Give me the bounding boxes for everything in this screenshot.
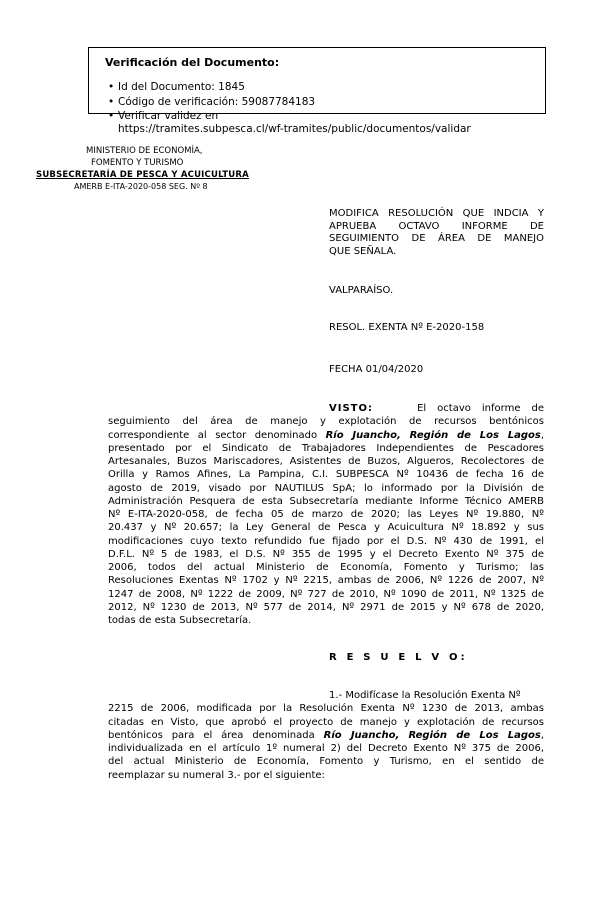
visto-line bbox=[108, 402, 544, 415]
point1-line: 2215 de 2006, modificada por la Resolución Exenta Nº 1230 de 2013, ambas bbox=[108, 703, 544, 715]
title-line: QUE SEÑALA. bbox=[329, 245, 397, 257]
visto-line: D.F.L. Nº 5 de 1983, el D.S. Nº 355 de 1995 y el Decreto Exento Nº 375 de bbox=[108, 548, 544, 560]
visto-line: Resoluciones Exentas Nº 1702 y Nº 2215, ambas de 2006, Nº 1226 de 2007, Nº bbox=[108, 575, 544, 587]
visto-line: Administración Pesquera de esta Subsecretaría mediante Informe Técnico AMERB bbox=[108, 495, 544, 507]
point1-text: , bbox=[540, 729, 545, 741]
place: VALPARAÍSO. bbox=[329, 285, 394, 296]
visto-line: Artesanales, Buzos Mariscadores, Asistentes de Buzos, Algueros, Recolectores de bbox=[108, 456, 544, 467]
visto-text: El octavo informe de bbox=[417, 403, 544, 414]
visto-line: modificaciones cuyo texto refundido fue fijado por el D.S. Nº 430 de 1991, el bbox=[108, 535, 544, 547]
subsecretaria-title: SUBSECRETARÍA DE PESCA Y ACUICULTURA bbox=[36, 170, 249, 180]
area-name: Río Juancho, Región de Los Lagos bbox=[323, 729, 541, 741]
visto-line: agosto de 2019, visado por NAUTILUS SpA; lo informado por la División de bbox=[108, 482, 544, 494]
resuelvo-heading: R E S U E L V O: bbox=[329, 652, 468, 663]
verification-list bbox=[108, 80, 315, 124]
point1-line: 1.- Modifícase la Resolución Exenta Nº bbox=[329, 690, 521, 701]
title-line: SEGUIMIENTO DE ÁREA DE MANEJO bbox=[329, 233, 544, 244]
verification-code: • Código de verificación: 59087784183 bbox=[108, 95, 315, 110]
point1-line: citadas en Visto, que aprobó el proyecto de manejo y explotación de recursos bbox=[108, 716, 544, 728]
resolution-date: FECHA 01/04/2020 bbox=[329, 364, 424, 375]
visto-line: todas de esta Subsecretaría. bbox=[108, 615, 252, 626]
point1-line: individualizada en el artículo 1º numeral 2) del Decreto Exento Nº 375 de 2006, bbox=[108, 743, 544, 754]
title-line: MODIFICA RESOLUCIÓN QUE INDCIA Y bbox=[329, 208, 544, 219]
ministry-line1: MINISTERIO DE ECONOMÍA, bbox=[86, 146, 203, 156]
resolution-title bbox=[329, 208, 544, 258]
point1-paragraph bbox=[108, 689, 544, 782]
verification-url[interactable]: https://tramites.subpesca.cl/wf-tramites/public/documentos/validar bbox=[118, 123, 471, 135]
point1-text: bentónicos para el área denominada bbox=[108, 729, 324, 741]
visto-line: Orilla y Ramos Afines, La Pampina, C.I. SUBPESCA Nº 10436 de fecha 16 de bbox=[108, 469, 544, 481]
document-id: • Id del Documento: 1845 bbox=[108, 80, 315, 95]
visto-paragraph bbox=[108, 402, 544, 627]
visto-text: correspondiente al sector denominado bbox=[108, 429, 326, 441]
reference-code: AMERB E-ITA-2020-058 SEG. Nº 8 bbox=[74, 182, 208, 191]
visto-line: Nº E-ITA-2020-058, de fecha 05 de marzo de 2020; las Leyes Nº 19.880, Nº bbox=[108, 509, 544, 520]
visto-text: , bbox=[540, 429, 544, 441]
area-name: Río Juancho, Región de Los Lagos bbox=[325, 429, 541, 441]
point1-line: reemplazar su numeral 3.- por el siguiente: bbox=[108, 769, 325, 781]
visto-line bbox=[108, 429, 544, 442]
resolution-number: RESOL. EXENTA Nº E-2020-158 bbox=[329, 322, 485, 333]
visto-line: 1247 de 2008, Nº 1222 de 2009, Nº 727 de 2010, Nº 1090 de 2011, Nº 1325 de bbox=[108, 588, 544, 600]
visto-line: 2006, todos del actual Ministerio de Economía, Fomento y Turismo; las bbox=[108, 562, 544, 573]
visto-line: 2012, Nº 1230 de 2013, Nº 577 de 2014, Nº 2971 de 2015 y Nº 678 de 2020, bbox=[108, 601, 544, 613]
visto-line: 20.437 y Nº 20.657; la Ley General de Pesca y Acuicultura Nº 18.892 y sus bbox=[108, 522, 544, 534]
point1-line bbox=[108, 729, 544, 742]
verification-title: Verificación del Documento: bbox=[105, 56, 280, 69]
visto-label: VISTO: bbox=[329, 403, 373, 414]
title-line: APRUEBA OCTAVO INFORME DE bbox=[329, 220, 544, 232]
point1-line: del actual Ministerio de Economía, Fomento y Turismo, en el sentido de bbox=[108, 756, 544, 768]
ministry-line2: FOMENTO Y TURISMO bbox=[91, 158, 184, 168]
visto-line: presentado por el Sindicato de Trabajadores Independientes de Pescadores bbox=[108, 442, 544, 454]
verify-validity-label: • Verificar validez en bbox=[108, 109, 315, 124]
visto-line: seguimiento del área de manejo y explotación de recursos bentónicos bbox=[108, 416, 544, 428]
